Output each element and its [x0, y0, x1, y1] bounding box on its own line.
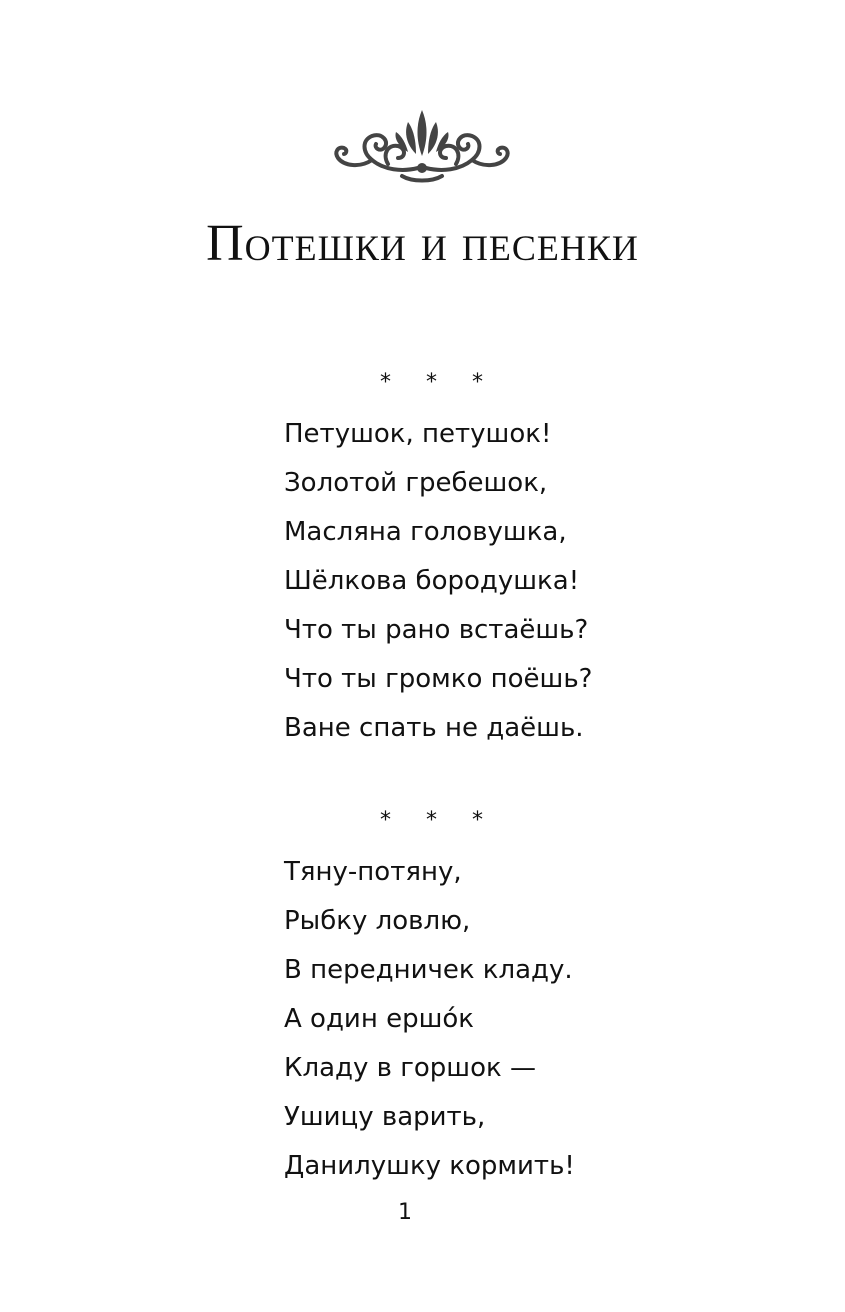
poem-petushok [284, 410, 592, 753]
poem-line: Что ты громко поёшь? [284, 664, 593, 694]
poem-line: Рыбку ловлю, [284, 906, 471, 936]
page-title: Потешки и песенки [206, 215, 639, 272]
poem-line: Что ты рано встаёшь? [284, 615, 589, 645]
stanza-separator: * * * [380, 370, 497, 395]
poem-line: Золотой гребешок, [284, 468, 548, 498]
poem-line: Тяну-потяну, [284, 857, 462, 887]
decorative-flourish-icon [332, 106, 512, 184]
poem-line: Шёлкова бородушка! [284, 566, 580, 596]
poem-line: Данилушку кормить! [284, 1151, 575, 1181]
poem-line: Ушицу варить, [284, 1102, 486, 1132]
poem-line: Ване спать не даёшь. [284, 713, 584, 743]
poem-line: А один ершóк [284, 1004, 474, 1034]
stanza-separator: * * * [380, 808, 497, 833]
poem-line: Масляна головушка, [284, 517, 567, 547]
poem-line: В передничек кладу. [284, 955, 573, 985]
poem-line: Кладу в горшок — [284, 1053, 536, 1083]
page-number: 1 [398, 1200, 412, 1225]
poem-tyanu-potyanu [284, 848, 575, 1191]
poem-line: Петушок, петушок! [284, 419, 552, 449]
